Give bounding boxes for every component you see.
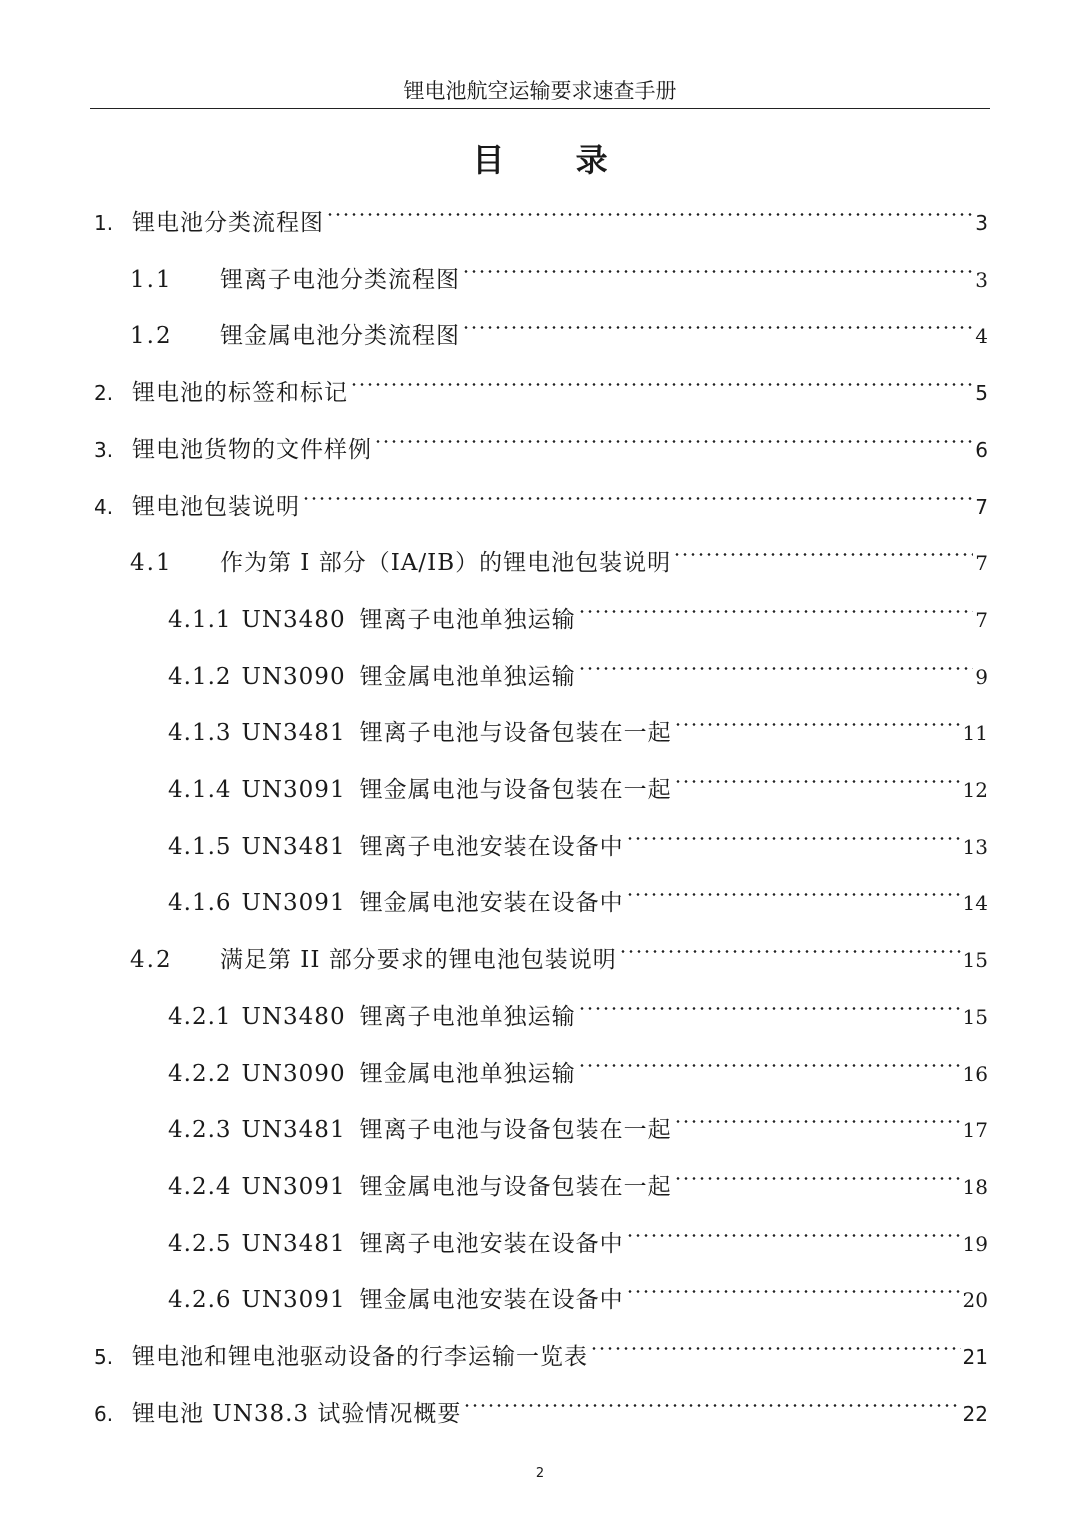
toc-entry-number: 4.1: [130, 550, 173, 577]
toc-entry-un-code: UN3480: [241, 1003, 346, 1030]
page-title: 目 录: [472, 141, 638, 179]
toc-entry-un-code: UN3481: [241, 1230, 346, 1257]
toc-leader-dots: [626, 1267, 961, 1307]
toc-entry-page: 7: [975, 494, 988, 519]
toc-entry-number: 2.: [94, 381, 114, 406]
toc-entry-title: 锂离子电池与设备包装在一起: [359, 720, 672, 747]
toc-entry[interactable]: [168, 644, 988, 690]
toc-entry-page: 5: [975, 381, 988, 406]
toc-entry-page: 15: [962, 948, 988, 973]
toc-leader-dots: [619, 927, 961, 967]
toc-entry-title: 锂金属电池单独运输: [359, 1060, 576, 1087]
toc-leader-dots: [578, 1041, 961, 1081]
toc-entry-page: 18: [962, 1174, 988, 1199]
toc-leader-dots: [578, 644, 974, 684]
toc-entry-number: 4.: [94, 494, 114, 519]
toc-entry-page: 9: [975, 664, 988, 689]
toc-entry-page: 7: [975, 551, 988, 576]
toc-entry[interactable]: [94, 1381, 988, 1427]
toc-entry-page: 21: [962, 1345, 988, 1369]
toc-entry-un-code: UN3480: [241, 606, 346, 633]
toc-entry-number: 4.1.2: [168, 663, 232, 690]
running-header: [90, 74, 990, 109]
toc-entry-number: 1.2: [130, 323, 173, 350]
toc-entry-page: 22: [962, 1401, 988, 1426]
toc-entry-un-code: UN3090: [241, 1060, 346, 1087]
toc-leader-dots: [674, 1097, 961, 1137]
toc-entry-page: 17: [962, 1118, 988, 1143]
toc-entry-page: 13: [962, 834, 988, 859]
toc-entry[interactable]: [168, 814, 988, 860]
toc-entry-title: 锂离子电池单独运输: [359, 1003, 576, 1030]
toc-entry-page: 3: [975, 267, 988, 292]
toc-entry-title: 锂电池和锂电池驱动设备的行李运输一览表: [132, 1344, 588, 1370]
toc-entry[interactable]: [94, 474, 988, 520]
toc-entry[interactable]: [94, 1324, 988, 1370]
toc-entry-title: 锂金属电池与设备包装在一起: [359, 1173, 672, 1200]
toc-entry-number: 1.: [94, 211, 114, 235]
toc-entry-page: 7: [975, 607, 988, 632]
toc-entry-title: 锂离子电池分类流程图: [220, 266, 460, 293]
toc-entry-number: 4.2.1: [168, 1003, 232, 1030]
toc-leader-dots: [578, 984, 961, 1024]
toc-entry[interactable]: [130, 303, 988, 350]
toc-entry[interactable]: [168, 1097, 988, 1144]
toc-leader-dots: [590, 1324, 961, 1364]
toc-entry[interactable]: [130, 530, 988, 577]
toc-entry-page: 15: [962, 1004, 988, 1029]
toc-entry-title: 锂金属电池分类流程图: [220, 323, 460, 350]
running-header-text: 锂电池航空运输要求速查手册: [403, 79, 677, 103]
toc-entry-number: 4.2.3: [168, 1117, 232, 1144]
toc-leader-dots: [626, 1211, 961, 1251]
toc-entry-title: 锂离子电池安装在设备中: [359, 1230, 624, 1257]
toc-entry-page: 19: [962, 1231, 988, 1256]
toc-leader-dots: [462, 303, 973, 343]
toc-entry-number: 4.2.5: [168, 1230, 232, 1257]
toc-entry-title: 锂离子电池单独运输: [359, 606, 576, 633]
toc-entry[interactable]: [168, 700, 988, 747]
toc-entry-title: 锂电池包装说明: [132, 493, 300, 520]
toc-entry-page: 4: [975, 324, 988, 349]
toc-entry-title: 满足第 II 部分要求的锂电池包装说明: [220, 947, 617, 974]
toc-entry-page: 14: [962, 891, 988, 916]
toc-entry-title: 锂金属电池与设备包装在一起: [359, 777, 672, 803]
toc-entry[interactable]: [94, 417, 988, 463]
toc-entry-page: 20: [962, 1288, 988, 1313]
toc-entry-title: 作为第 I 部分（IA/IB）的锂电池包装说明: [220, 550, 672, 577]
toc-leader-dots: [463, 1381, 960, 1421]
toc-entry[interactable]: [130, 247, 988, 293]
toc-entry-un-code: UN3091: [241, 777, 346, 803]
toc-entry[interactable]: [168, 1211, 988, 1257]
toc-leader-dots: [674, 700, 961, 740]
toc-leader-dots: [626, 870, 961, 910]
toc-leader-dots: [302, 474, 973, 514]
toc-entry-un-code: UN3091: [241, 890, 346, 917]
toc-entry-un-code: UN3090: [241, 663, 346, 690]
toc-entry[interactable]: [94, 360, 988, 407]
toc-entry-number: 1.1: [130, 266, 173, 293]
toc-entry-title: 锂电池货物的文件样例: [132, 436, 372, 463]
toc-entry-page: 12: [962, 778, 988, 802]
toc-entry[interactable]: [130, 927, 988, 974]
toc-entry[interactable]: [168, 1154, 988, 1200]
toc-entry[interactable]: [168, 870, 988, 917]
toc-entry-number: 4.1.5: [168, 833, 232, 860]
toc-entry-number: 6.: [94, 1401, 114, 1426]
toc-entry-title: 锂离子电池安装在设备中: [359, 833, 624, 860]
toc-entry[interactable]: [168, 1041, 988, 1087]
toc-entry-title: 锂电池的标签和标记: [132, 380, 348, 407]
toc-entry-title: 锂金属电池安装在设备中: [359, 1287, 624, 1314]
toc-entry-number: 3.: [94, 437, 114, 462]
toc-leader-dots: [674, 757, 961, 797]
toc-entry-number: 4.2.6: [168, 1287, 232, 1314]
toc-entry-title: 锂电池分类流程图: [132, 210, 324, 236]
toc-leader-dots: [626, 814, 961, 854]
toc-entry-title: 锂离子电池与设备包装在一起: [359, 1117, 672, 1144]
toc-entry[interactable]: [94, 190, 988, 236]
toc-entry-number: 4.1.6: [168, 890, 232, 917]
toc-entry-number: 4.2.2: [168, 1060, 232, 1087]
toc-entry-number: 4.2.4: [168, 1173, 232, 1200]
toc-leader-dots: [462, 247, 973, 287]
toc-entry-number: 4.1.3: [168, 720, 232, 747]
toc-leader-dots: [674, 1154, 961, 1194]
toc-entry-title: 锂电池 UN38.3 试验情况概要: [132, 1400, 462, 1427]
toc-entry-un-code: UN3481: [241, 720, 346, 747]
toc-leader-dots: [673, 530, 973, 570]
toc-entry-page: 11: [962, 721, 988, 746]
toc-entry-un-code: UN3481: [241, 833, 346, 860]
toc-entry-page: 3: [975, 211, 988, 235]
toc-entry-un-code: UN3481: [241, 1117, 346, 1144]
toc-entry-title: 锂金属电池单独运输: [359, 663, 576, 690]
page-number: 2: [535, 1466, 545, 1481]
toc-leader-dots: [374, 417, 973, 457]
toc-entry[interactable]: [168, 984, 988, 1030]
toc-entry[interactable]: [168, 1267, 988, 1314]
toc-entry-un-code: UN3091: [241, 1287, 346, 1314]
toc-entry-number: 4.2: [130, 947, 173, 974]
toc-entry[interactable]: [168, 587, 988, 633]
toc-leader-dots: [326, 190, 973, 230]
toc-leader-dots: [578, 587, 974, 627]
toc-leader-dots: [350, 360, 973, 400]
toc-entry-number: 4.1.4: [168, 777, 232, 803]
toc-entry[interactable]: [168, 757, 988, 803]
toc-entry-page: 6: [975, 437, 988, 462]
toc-entry-number: 4.1.1: [168, 606, 232, 633]
toc-entry-page: 16: [962, 1061, 988, 1086]
toc-entry-un-code: UN3091: [241, 1173, 346, 1200]
toc-entry-number: 5.: [94, 1345, 114, 1369]
toc-entry-title: 锂金属电池安装在设备中: [359, 890, 624, 917]
